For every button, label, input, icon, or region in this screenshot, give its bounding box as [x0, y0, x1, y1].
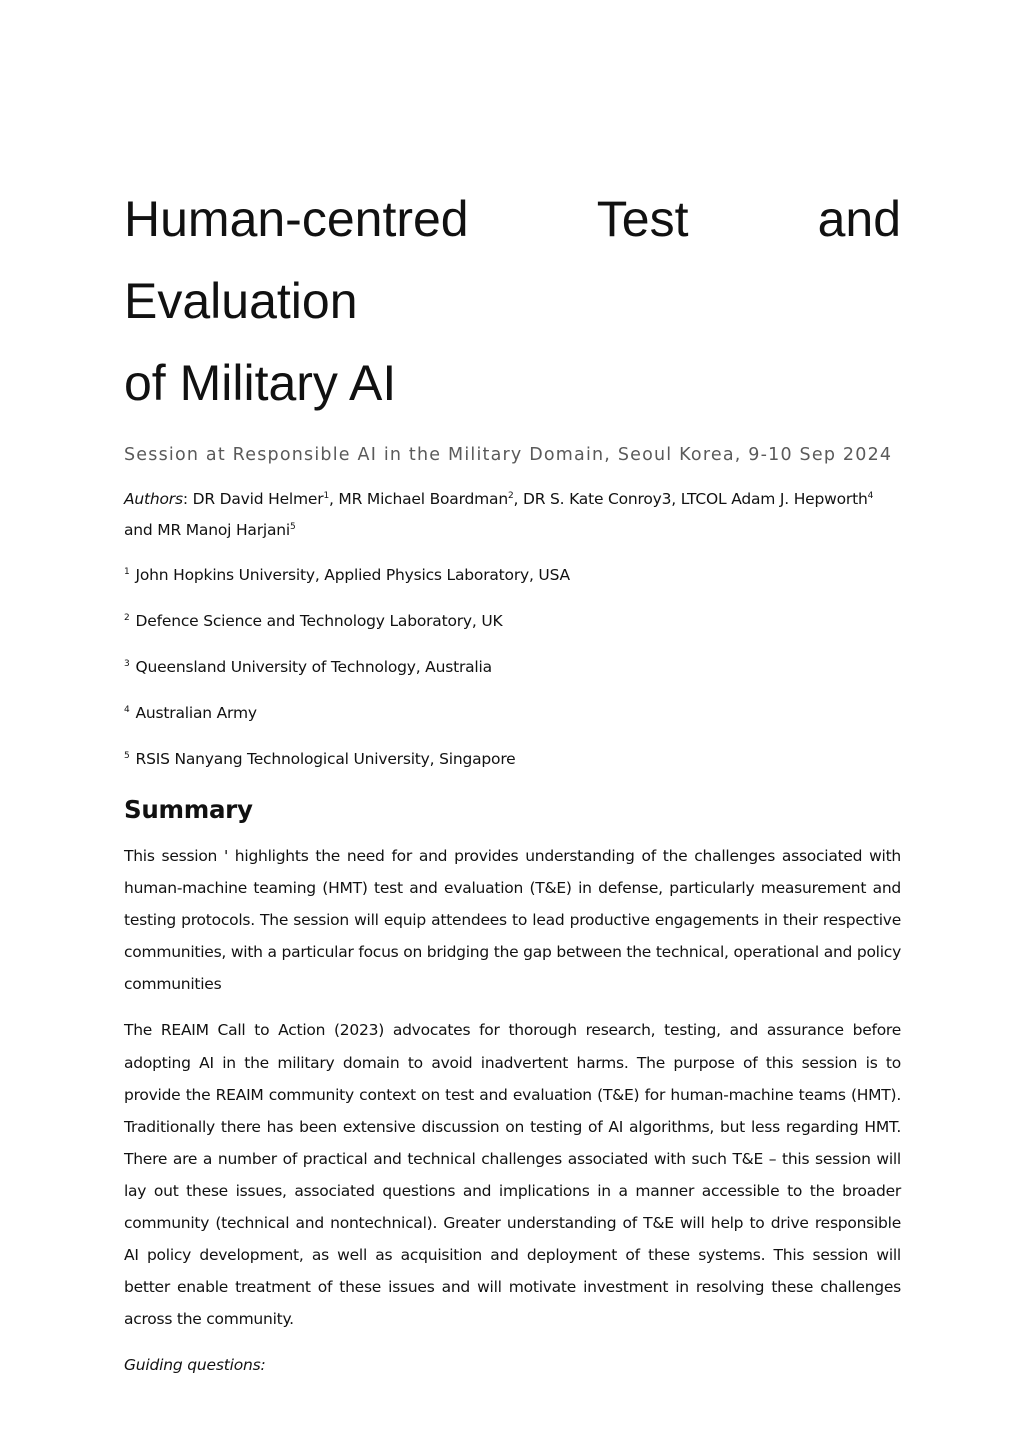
authors-line — [124, 484, 901, 546]
title-line-2: of Military AI — [124, 355, 397, 411]
affiliation-text: RSIS Nanyang Technological University, Singapore — [135, 750, 516, 768]
author-5-sup: 5 — [290, 521, 296, 532]
summary-heading: Summary — [124, 795, 253, 824]
affiliation-item — [124, 652, 901, 682]
document-page — [124, 178, 901, 1381]
summary-paragraph-2: The REAIM Call to Action (2023) advocates for thorough research, testing, and assurance before adopting AI in the military domain to avoid inadvertent harms. The purpose of this session is to provide the REAIM community context on test and evaluation (T&E) for human-machine teams (HMT). Traditionally there has been extensive discussion on testing of AI algorithms, but less regarding HMT. There are a number of practical and technical challenges associated with such T&E – this session will lay out these issues, associated questions and implications in a manner accessible to the broader community (technical and nontechnical). Greater understanding of T&E will help to drive responsible AI policy development, as well as acquisition and deployment of these systems. This session will better enable treatment of these issues and will motivate investment in resolving these challenges across the community. — [124, 1021, 901, 1329]
authors-separator: : — [182, 490, 193, 508]
affiliation-item — [124, 606, 901, 636]
affiliation-number: 5 — [124, 750, 130, 761]
affiliation-number: 3 — [124, 658, 130, 669]
author-4-sup: 4 — [867, 490, 874, 501]
affiliation-item — [124, 698, 901, 728]
affiliation-text: Australian Army — [135, 704, 257, 722]
affiliation-number: 4 — [124, 704, 130, 715]
affiliations-list — [124, 560, 901, 774]
affiliation-item — [124, 744, 901, 774]
affiliation-number: 2 — [124, 612, 130, 623]
document-title — [124, 178, 901, 424]
author-3-4: , DR S. Kate Conroy3, LTCOL Adam J. Hepworth — [513, 490, 868, 508]
author-2-sup: 2 — [507, 490, 514, 501]
authors-label: Authors — [124, 490, 183, 508]
author-2: , MR Michael Boardman — [328, 490, 508, 508]
affiliation-text: Defence Science and Technology Laboratory, UK — [135, 612, 503, 630]
author-1-sup: 1 — [323, 490, 329, 501]
affiliation-item — [124, 560, 901, 590]
summary-paragraph-1: This session ' highlights the need for and provides understanding of the challenges associated with human-machine teaming (HMT) test and evaluation (T&E) in defense, particularly measurement and testing protocols. The session will equip attendees to lead productive engagements in their respective communities, with a particular focus on bridging the gap between the technical, operational and policy communities — [124, 847, 901, 994]
guiding-questions-label: Guiding questions: — [124, 1356, 266, 1375]
affiliation-text: John Hopkins University, Applied Physics Laboratory, USA — [135, 566, 570, 584]
author-5: and MR Manoj Harjani — [124, 521, 291, 539]
affiliation-number: 1 — [124, 566, 130, 577]
title-line-1: Human-centred Test and Evaluation — [124, 191, 901, 329]
session-subtitle: Session at Responsible AI in the Military Domain, Seoul Korea, 9-10 Sep 2024 — [124, 445, 893, 465]
author-1: DR David Helmer — [192, 490, 324, 508]
affiliation-text: Queensland University of Technology, Australia — [135, 658, 492, 676]
